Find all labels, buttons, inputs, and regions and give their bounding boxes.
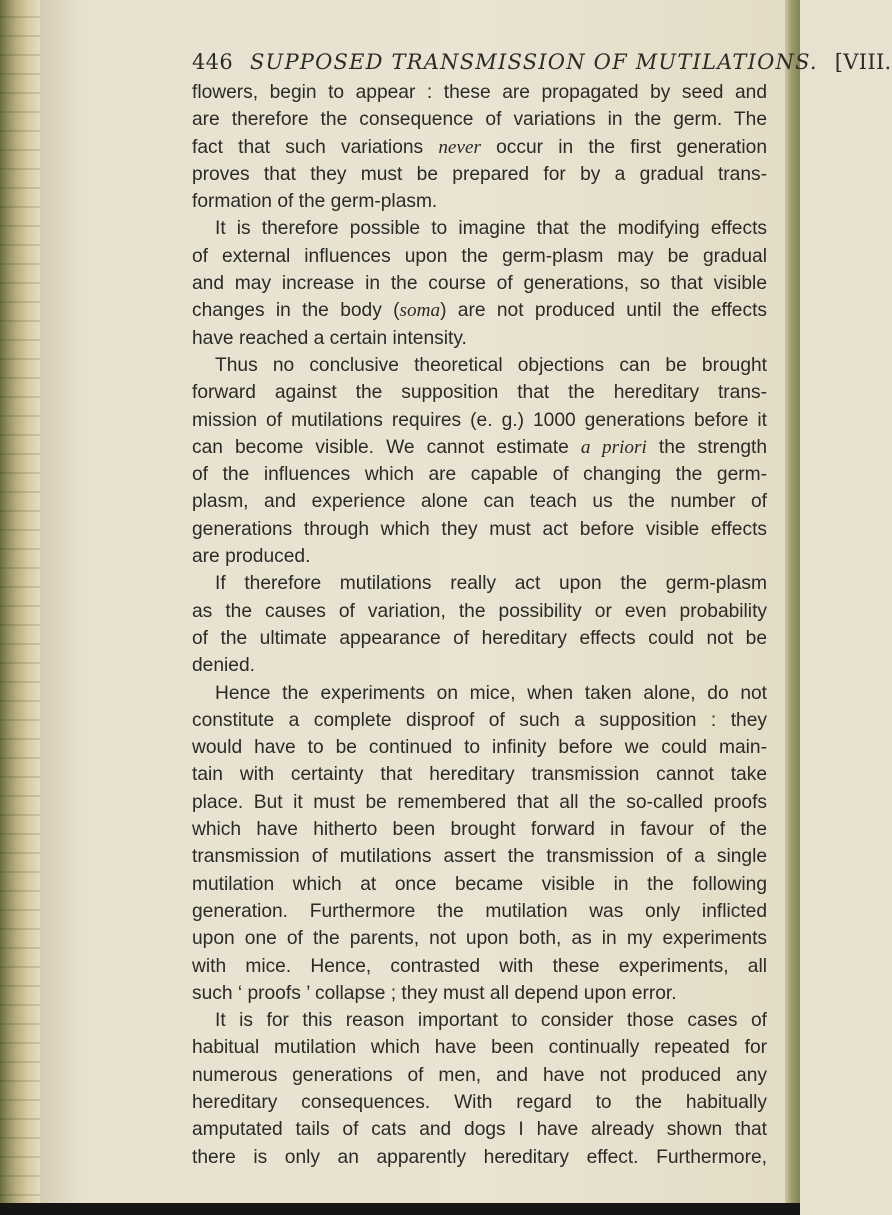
text-line: numerous generations of men, and have not produced any (192, 1064, 767, 1086)
text-line: proves that they must be prepared for by a gradual trans- (192, 163, 767, 185)
text-line: of the influences which are capable of changing the germ- (192, 464, 767, 486)
text-line: fact that such variations never occur in the first generation (192, 136, 767, 158)
emphasis: a priori (580, 436, 647, 458)
text-line: as the causes of variation, the possibility or even probability (192, 600, 767, 622)
page-number: 446 (192, 50, 233, 74)
emphasis: soma (399, 300, 441, 322)
text-line: changes in the body (soma) are not produced until the effects (192, 300, 767, 322)
text-line: place. But it must be remembered that all the so-called proofs (192, 791, 767, 813)
text-line: tain with certainty that hereditary transmission cannot take (192, 764, 767, 786)
text-line: are therefore the consequence of variations in the germ. The (192, 109, 767, 131)
text-line: amputated tails of cats and dogs I have already shown that (192, 1119, 767, 1141)
text-line: If therefore mutilations really act upon the germ-plasm (215, 573, 767, 595)
running-header (192, 50, 892, 74)
text-line: there is only an apparently hereditary effect. Furthermore, (192, 1146, 767, 1168)
text-line: flowers, begin to appear : these are propagated by seed and (192, 82, 767, 103)
emphasis: never (438, 136, 481, 158)
text-line: mission of mutilations requires (e. g.) 1000 generations before it (192, 409, 767, 431)
text-line: It is for this reason important to consider those cases of (215, 1010, 767, 1032)
running-title: SUPPOSED TRANSMISSION OF MUTILATIONS. (249, 50, 818, 74)
text-line: forward against the supposition that the hereditary trans- (192, 382, 767, 404)
text-line: It is therefore possible to imagine that the modifying effects (215, 218, 767, 240)
text-line: generation. Furthermore the mutilation was only inflicted (192, 900, 767, 922)
text-line: of external influences upon the germ-plasm may be gradual (192, 245, 767, 267)
text-line: have reached a certain intensity. (192, 327, 467, 349)
chapter-number: [VIII. (834, 50, 892, 74)
text-line: constitute a complete disproof of such a supposition : they (192, 709, 767, 731)
text-line: Thus no conclusive theoretical objections can be brought (215, 354, 767, 376)
text-line: would have to be continued to infinity before we could main- (192, 737, 767, 759)
text-line: which have hitherto been brought forward in favour of the (192, 819, 767, 841)
text-line: can become visible. We cannot estimate a priori the strength (192, 436, 767, 458)
text-line: of the ultimate appearance of hereditary effects could not be (192, 627, 767, 649)
text-line: habitual mutilation which have been continually repeated for (192, 1037, 767, 1059)
text-line: transmission of mutilations assert the transmission of a single (192, 846, 767, 868)
text-line: such ‘ proofs ’ collapse ; they must all depend upon error. (192, 982, 677, 1004)
text-line: with mice. Hence, contrasted with these experiments, all (192, 955, 767, 977)
text-line: hereditary consequences. With regard to the habitually (192, 1091, 767, 1113)
text-line: mutilation which at once became visible in the following (192, 873, 767, 895)
text-line: formation of the germ-plasm. (192, 191, 438, 213)
scan-bottom-border (0, 1203, 800, 1215)
page-edge (785, 0, 800, 1215)
text-line: are produced. (192, 546, 311, 568)
text-line: plasm, and experience alone can teach us the number of (192, 491, 767, 513)
book-spine-shadow (0, 0, 40, 1215)
text-line: upon one of the parents, not upon both, as in my experiments (192, 928, 767, 950)
text-line: generations through which they must act before visible effects (192, 518, 767, 540)
body-text (192, 79, 767, 1171)
text-line: denied. (192, 655, 255, 677)
text-line: and may increase in the course of generations, so that visible (192, 273, 767, 295)
text-line: Hence the experiments on mice, when taken alone, do not (215, 682, 767, 704)
